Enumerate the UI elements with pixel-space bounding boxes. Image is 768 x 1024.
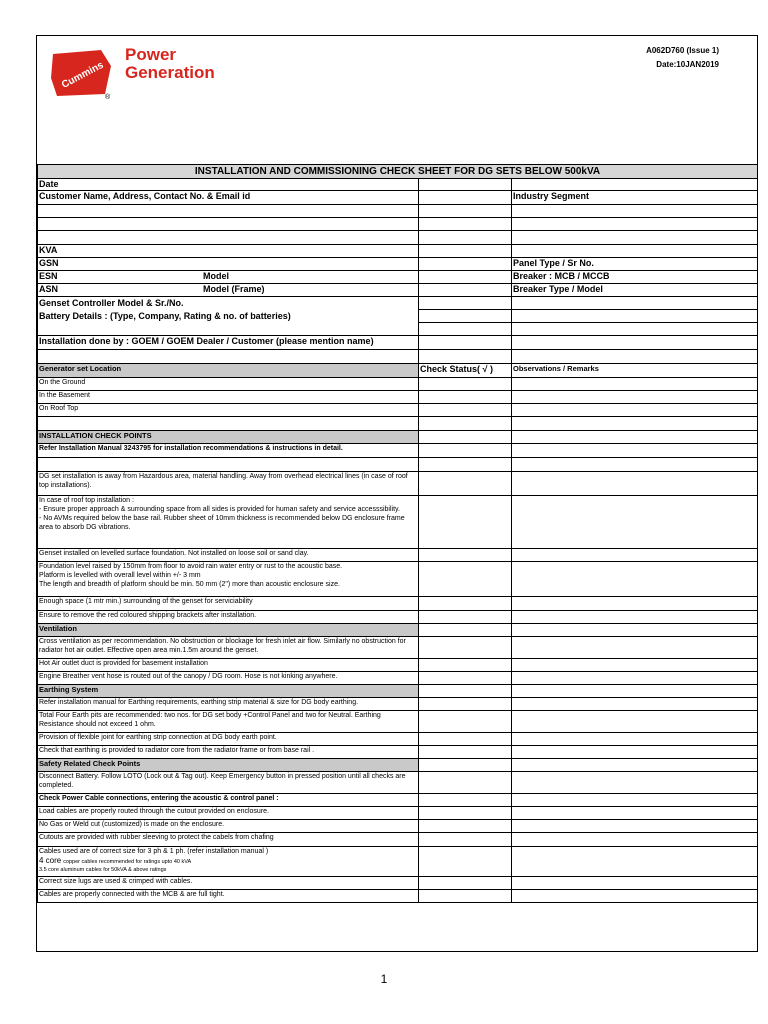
sheet-title: INSTALLATION AND COMMISSIONING CHECK SHEET FOR DG SETS BELOW 500kVA bbox=[38, 165, 758, 179]
blank-field[interactable] bbox=[512, 245, 758, 258]
asn-label: ASN bbox=[39, 284, 59, 294]
remarks-cell[interactable] bbox=[512, 877, 758, 890]
remarks-cell[interactable] bbox=[512, 611, 758, 624]
remarks-cell[interactable] bbox=[512, 562, 758, 597]
check-status-cell[interactable] bbox=[419, 458, 512, 472]
remarks-cell[interactable] bbox=[512, 472, 758, 496]
remarks-cell[interactable] bbox=[512, 444, 758, 458]
location-header: Generator set Location bbox=[38, 364, 419, 378]
battery-field[interactable] bbox=[419, 310, 512, 323]
check-status-cell[interactable] bbox=[419, 847, 512, 877]
check-status-cell[interactable] bbox=[419, 417, 512, 431]
check-status-header: Check Status( √ ) bbox=[419, 364, 512, 378]
remarks-cell[interactable] bbox=[512, 890, 758, 903]
check-install-2 bbox=[38, 496, 419, 549]
check-install-1: DG set installation is away from Hazardous area, material handling. Away from overhead electrical lines (in case of roof top installations). bbox=[38, 472, 419, 496]
blank-field[interactable] bbox=[419, 323, 512, 336]
breaker-type-label: Breaker Type / Model bbox=[512, 284, 758, 297]
check-status-cell[interactable] bbox=[419, 378, 512, 391]
check-install-4b: Platform is levelled with overall level within +/- 3 mm bbox=[39, 572, 201, 579]
esn-field[interactable] bbox=[419, 271, 512, 284]
remarks-cell[interactable] bbox=[512, 496, 758, 549]
check-status-cell[interactable] bbox=[419, 820, 512, 833]
blank-field[interactable] bbox=[512, 205, 758, 218]
check-status-cell[interactable] bbox=[419, 496, 512, 549]
check-status-cell[interactable] bbox=[419, 659, 512, 672]
check-status-cell[interactable] bbox=[419, 711, 512, 733]
battery-label: Battery Details : (Type, Company, Rating & no. of batteries) bbox=[39, 311, 291, 321]
check-cable-1: Load cables are properly routed through the cutout provided on enclosure. bbox=[38, 807, 419, 820]
remarks-cell[interactable] bbox=[512, 391, 758, 404]
brand-line-2: Generation bbox=[125, 63, 215, 82]
check-install-4a: Foundation level raised by 150mm from floor to avoid rain water entry or rust to the acoustic base. bbox=[39, 563, 343, 570]
blank-field[interactable] bbox=[38, 458, 419, 472]
installation-by-label: Installation done by : GOEM / GOEM Dealer / Customer (please mention name) bbox=[38, 336, 419, 350]
blank-field[interactable] bbox=[38, 231, 419, 245]
check-cable-4a: Cables used are of correct size for 3 ph & 1 ph. (refer installation manual ) bbox=[39, 848, 269, 855]
remarks-cell[interactable] bbox=[512, 549, 758, 562]
kva-field[interactable] bbox=[419, 245, 512, 258]
check-cable-6: Cables are properly connected with the MCB & are full tight. bbox=[38, 890, 419, 903]
logo-text: Cummins bbox=[60, 59, 106, 91]
check-status-cell[interactable] bbox=[419, 597, 512, 611]
check-safety-1: Disconnect Battery. Follow LOTO (Lock out & Tag out). Keep Emergency button in pressed position until all checks are completed. bbox=[38, 772, 419, 794]
remarks-cell[interactable] bbox=[512, 417, 758, 431]
remarks-cell[interactable] bbox=[512, 820, 758, 833]
blank-field[interactable] bbox=[512, 310, 758, 323]
check-cable-4 bbox=[38, 847, 419, 877]
gsn-label: GSN bbox=[38, 258, 419, 271]
check-status-cell[interactable] bbox=[419, 772, 512, 794]
breaker-label: Breaker : MCB / MCCB bbox=[512, 271, 758, 284]
date-field[interactable] bbox=[419, 179, 512, 191]
cable-4-copper-note: copper cables recommended for ratings upto 40 kVA bbox=[63, 859, 192, 865]
date-label: Date bbox=[38, 179, 419, 191]
remarks-cell[interactable] bbox=[512, 711, 758, 733]
check-install-2b: - Ensure proper approach & surrounding space from all sides is provided for human safety and service accesssibility. bbox=[39, 506, 400, 513]
check-cable-4-core bbox=[39, 856, 417, 867]
check-status-cell[interactable] bbox=[419, 698, 512, 711]
remarks-cell[interactable] bbox=[512, 637, 758, 659]
check-status-cell[interactable] bbox=[419, 807, 512, 820]
check-status-cell[interactable] bbox=[419, 562, 512, 597]
esn-label: ESN bbox=[39, 271, 58, 281]
blank-field[interactable] bbox=[512, 218, 758, 231]
doc-date: Date:10JAN2019 bbox=[656, 60, 719, 69]
observations-header: Observations / Remarks bbox=[512, 364, 758, 378]
cummins-logo bbox=[49, 48, 115, 98]
blank-field[interactable] bbox=[419, 350, 512, 364]
section-power-cable: Check Power Cable connections, entering the acoustic & control panel : bbox=[38, 794, 419, 807]
check-vent-3: Engine Breather vent hose is routed out of the canopy / DG room. Hose is not kinking anywhere. bbox=[38, 672, 419, 685]
blank-field[interactable] bbox=[38, 350, 419, 364]
customer-field[interactable] bbox=[419, 191, 512, 205]
gsn-field[interactable] bbox=[419, 258, 512, 271]
blank-field[interactable] bbox=[38, 218, 419, 231]
check-status-cell[interactable] bbox=[419, 794, 512, 807]
date-remark[interactable] bbox=[512, 179, 758, 191]
remarks-cell[interactable] bbox=[512, 458, 758, 472]
remarks-cell[interactable] bbox=[512, 685, 758, 698]
section-installation: INSTALLATION CHECK POINTS bbox=[38, 431, 419, 444]
check-install-4c: The length and breadth of platform should be min. 50 mm (2") more than acoustic enclosure size. bbox=[39, 581, 340, 588]
check-status-cell[interactable] bbox=[419, 391, 512, 404]
section-ventilation: Ventilation bbox=[38, 624, 419, 637]
remarks-cell[interactable] bbox=[512, 378, 758, 391]
check-install-2a: In case of roof top installation : bbox=[39, 497, 134, 504]
controller-label: Genset Controller Model & Sr./No. bbox=[39, 298, 184, 308]
location-roof-top: On Roof Top bbox=[38, 404, 419, 417]
remarks-cell[interactable] bbox=[512, 659, 758, 672]
check-install-5: Enough space (1 mtr min.) surrounding of the genset for serviciability bbox=[38, 597, 419, 611]
check-sheet bbox=[36, 35, 758, 952]
check-status-cell[interactable] bbox=[419, 404, 512, 417]
check-cable-4d: 3.5 core aluminum cables for 50kVA & above ratings bbox=[39, 867, 167, 873]
check-status-cell[interactable] bbox=[419, 733, 512, 746]
asn-row bbox=[38, 284, 419, 297]
location-basement: In the Basement bbox=[38, 391, 419, 404]
remarks-cell[interactable] bbox=[512, 698, 758, 711]
check-earth-4: Check that earthing is provided to radiator core from the radiator frame or from base rail . bbox=[38, 746, 419, 759]
check-cable-3: Cutouts are provided with rubber sleeving to protect the cabels from chafing bbox=[38, 833, 419, 847]
blank-field[interactable] bbox=[419, 218, 512, 231]
location-ground: On the Ground bbox=[38, 378, 419, 391]
check-earth-1: Refer installation manual for Earthing requirements, earthing strip material & size for DG body earthing. bbox=[38, 698, 419, 711]
check-status-cell[interactable] bbox=[419, 624, 512, 637]
remarks-cell[interactable] bbox=[512, 807, 758, 820]
remarks-cell[interactable] bbox=[512, 833, 758, 847]
check-earth-2: Total Four Earth pits are recommended: two nos. for DG set body +Control Panel and two for Neutral. Earthing Resistance should not exceed 1 ohm. bbox=[38, 711, 419, 733]
check-status-cell[interactable] bbox=[419, 890, 512, 903]
controller-field[interactable] bbox=[419, 297, 512, 310]
customer-label: Customer Name, Address, Contact No. & Email id bbox=[38, 191, 419, 205]
esn-row bbox=[38, 271, 419, 284]
section-safety: Safety Related Check Points bbox=[38, 759, 419, 772]
remarks-cell[interactable] bbox=[512, 672, 758, 685]
remarks-cell[interactable] bbox=[512, 759, 758, 772]
check-status-cell[interactable] bbox=[419, 472, 512, 496]
asn-field[interactable] bbox=[419, 284, 512, 297]
check-install-4 bbox=[38, 562, 419, 597]
check-vent-1: Cross ventilation as per recommendation. No obstruction or blockage for fresh inlet air flow. Similarly no obstruction for radiator hot air outlet. Effective open area min.1.5m around the genset. bbox=[38, 637, 419, 659]
registered-mark: ® bbox=[105, 94, 111, 101]
model-frame-label: Model (Frame) bbox=[203, 284, 265, 294]
check-install-3: Genset installed on levelled surface foundation. Not installed on loose soil or sand clay. bbox=[38, 549, 419, 562]
blank-field[interactable] bbox=[512, 297, 758, 310]
controller-battery-cell bbox=[38, 297, 419, 336]
document-info bbox=[646, 44, 719, 72]
refer-manual-note: Refer Installation Manual 3243795 for installation recommendations & instructions in detail. bbox=[38, 444, 419, 458]
industry-segment-label: Industry Segment bbox=[512, 191, 758, 205]
check-install-2c: - No AVMs required below the base rail. Rubber sheet of 10mm thickness is recommended below DG enclosure frame area to absorb DG vibrations. bbox=[39, 515, 405, 531]
remarks-cell[interactable] bbox=[512, 597, 758, 611]
check-status-cell[interactable] bbox=[419, 611, 512, 624]
blank-field[interactable] bbox=[38, 417, 419, 431]
remarks-cell[interactable] bbox=[512, 794, 758, 807]
check-status-cell[interactable] bbox=[419, 746, 512, 759]
doc-number: A062D760 (Issue 1) bbox=[646, 46, 719, 55]
model-label: Model bbox=[203, 271, 229, 281]
check-status-cell[interactable] bbox=[419, 685, 512, 698]
check-vent-2: Hot Air outlet duct is provided for basement installation bbox=[38, 659, 419, 672]
remarks-cell[interactable] bbox=[512, 733, 758, 746]
check-cable-2: No Gas or Weld cut (customized) is made on the enclosure. bbox=[38, 820, 419, 833]
check-status-cell[interactable] bbox=[419, 444, 512, 458]
check-status-cell[interactable] bbox=[419, 759, 512, 772]
cable-4-core-label: 4 core bbox=[39, 856, 62, 865]
blank-field[interactable] bbox=[419, 205, 512, 218]
check-status-cell[interactable] bbox=[419, 431, 512, 444]
blank-field[interactable] bbox=[419, 231, 512, 245]
blank-field[interactable] bbox=[512, 323, 758, 336]
remarks-cell[interactable] bbox=[512, 772, 758, 794]
remarks-cell[interactable] bbox=[512, 847, 758, 877]
remarks-cell[interactable] bbox=[512, 746, 758, 759]
remarks-cell[interactable] bbox=[512, 624, 758, 637]
blank-field[interactable] bbox=[512, 350, 758, 364]
remarks-cell[interactable] bbox=[512, 431, 758, 444]
check-earth-3: Provision of flexible joint for earthing strip connection at DG body earth point. bbox=[38, 733, 419, 746]
page-number: 1 bbox=[380, 972, 388, 986]
check-status-cell[interactable] bbox=[419, 833, 512, 847]
check-status-cell[interactable] bbox=[419, 549, 512, 562]
check-status-cell[interactable] bbox=[419, 877, 512, 890]
brand-line-1: Power bbox=[125, 45, 177, 64]
check-status-cell[interactable] bbox=[419, 637, 512, 659]
panel-type-label: Panel Type / Sr No. bbox=[512, 258, 758, 271]
section-earthing: Earthing System bbox=[38, 685, 419, 698]
check-cable-5: Correct size lugs are used & crimped with cables. bbox=[38, 877, 419, 890]
check-status-cell[interactable] bbox=[419, 672, 512, 685]
installation-by-field[interactable] bbox=[419, 336, 512, 350]
remarks-cell[interactable] bbox=[512, 404, 758, 417]
kva-label: KVA bbox=[38, 245, 419, 258]
check-install-6: Ensure to remove the red coloured shipping brackets after installation. bbox=[38, 611, 419, 624]
blank-field[interactable] bbox=[512, 231, 758, 245]
blank-field[interactable] bbox=[38, 205, 419, 218]
blank-field[interactable] bbox=[512, 336, 758, 350]
brand-name bbox=[125, 46, 215, 82]
check-table bbox=[37, 164, 758, 903]
